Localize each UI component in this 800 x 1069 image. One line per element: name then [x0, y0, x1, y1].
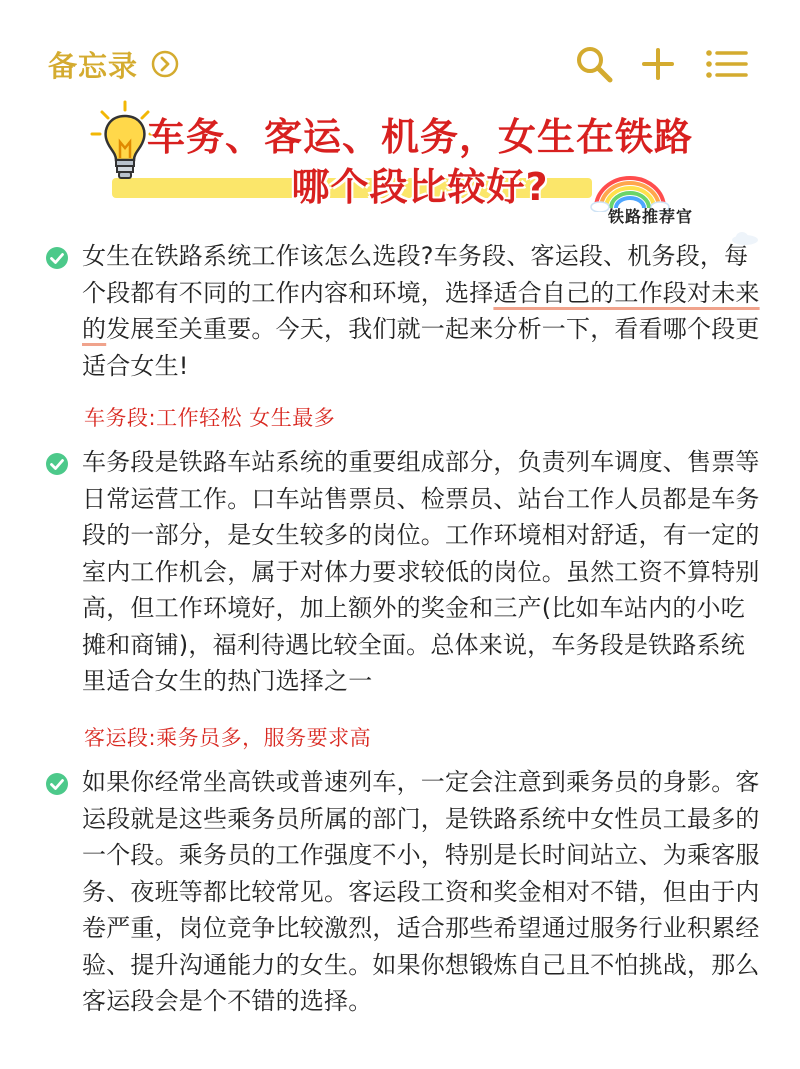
plus-icon[interactable] — [640, 44, 676, 84]
intro-highlight-1: 适合自己的工作段 — [493, 278, 688, 307]
check-circle-icon — [45, 772, 69, 796]
intro-text-b: 发展至关重要。今天，我们就一起来分析一下，看看哪个段更适合女生! — [82, 315, 760, 380]
page-title-line-2: 哪个段比较好? — [291, 165, 549, 209]
search-icon[interactable] — [574, 44, 614, 84]
section-heading-chewu: 车务段:工作轻松 女生最多 — [84, 406, 336, 430]
list-icon[interactable] — [704, 44, 748, 84]
section-body-chewu: 车务段是铁路车站系统的重要组成部分，负责列车调度、售票等日常运营工作。口车站售票员、检票员、站台工作人员都是车务段的一部分，是女生较多的岗位。工作环境相对舒适，有一定的室内工作机会，属于对体力要求较低的岗位。虽然工资不算特别高，但工作环境好，加上额外的奖金和三产(比如车站内的小吃摊和商铺)，福利待遇比较全面。总体来说，车务段是铁路系统里适合女生的热门选择之一 — [82, 448, 760, 695]
back-label[interactable]: 备忘录 — [48, 49, 139, 83]
check-circle-icon — [45, 246, 69, 270]
intro-paragraph — [82, 238, 762, 384]
intro-highlight-2: 对未来的 — [82, 278, 760, 343]
section-body-keyun: 如果你经常坐高铁或普速列车，一定会注意到乘务员的身影。客运段就是这些乘务员所属的部门，是铁路系统中女性员工最多的一个段。乘务员的工作强度不小，特别是长时间站立、为乘客服务、夜班等都比较常见。客运段工资和奖金相对不错，但由于内卷严重，岗位竞争比较激烈，适合那些希望通过服务行业积累经验、提升沟通能力的女生。如果你想锻炼自己且不怕挑战，那么客运段会是个不错的选择。 — [82, 768, 760, 1015]
brand-tag: 铁路推荐官 — [608, 207, 694, 226]
title-banner — [0, 92, 800, 242]
section-heading-keyun: 客运段:乘务员多，服务要求高 — [84, 726, 372, 750]
chevron-right-icon[interactable] — [151, 50, 179, 78]
page-title-line-1: 车务、客运、机务，女生在铁路 — [146, 115, 693, 159]
check-circle-icon — [45, 452, 69, 476]
intro-text-a: 女生在铁路系统工作该怎么选段?车务段、客运段、机务段，每个段都有不同的工作内容和环境，选择 — [82, 242, 749, 307]
